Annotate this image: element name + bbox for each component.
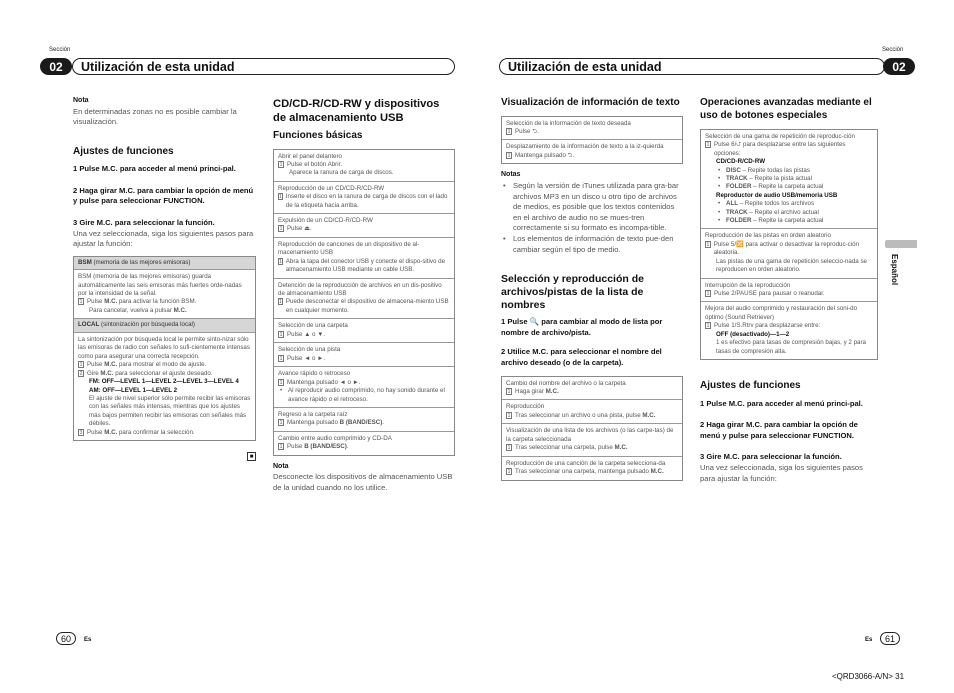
row-title: Avance rápido o retroceso [278,370,351,378]
opt-desc: – Repite el archivo actual [747,208,819,216]
sr-options: OFF (desactivado)—1—2 [716,330,790,338]
step-number-icon: 1 [507,412,511,419]
local-step1-end: para mostrar el modo de ajuste. [117,361,207,369]
notas-heading: Notas [501,171,521,179]
local-step2: Gire [87,369,101,377]
step-number-icon: 1 [279,331,283,338]
row-step: Pulse 2/PAUSE para pausar o reanudar. [714,290,825,298]
step-number-icon: 1 [706,323,710,330]
row-step-end: . [382,419,384,427]
note-media: • Los elementos de información de texto pue-den cambiar según el tipo de medio. [501,234,683,255]
page-number-right: 61 [880,632,900,645]
opt-desc: – Repite todos los archivos [738,200,815,208]
operaciones-heading: Operaciones avanzadas mediante el uso de botones especiales [700,97,872,121]
row-step: Pulse ◄ o ►. [287,354,326,362]
step-number-icon: 1 [279,444,283,451]
row-step: Haga girar [515,388,546,396]
local-step2-end: para seleccionar el ajuste deseado. [113,369,213,377]
mc-label: M.C. [104,361,118,369]
bsm-subtitle: (memoria de las mejores emisoras) [93,258,191,266]
opt-folder: FOLDER [726,183,752,191]
band-esc-label: B (BAND/ESC) [339,419,383,427]
opt-desc: – Repite todas las pistas [740,166,810,174]
row-title: Detención de la reproducción de archivos en un dis-positivo de almacenamiento USB [278,281,442,298]
step-number-icon: 1 [706,290,710,297]
list-step-1: 1 Pulse 🔍 para cambiar al modo de lista por nombre de archivo/pista. [501,317,663,337]
list-step-2: 2 Utilice M.C. para seleccionar el nombre del archivo deseado (o de la carpeta). [501,347,662,367]
step-number-icon: 1 [79,362,83,369]
row-usb-play [274,238,454,279]
fm-levels: FM: OFF—LEVEL 1—LEVEL 2—LEVEL 3—LEVEL 4 [89,378,239,386]
row-title: Reproducción de una canción de la carpeta selecciona-da [506,459,666,467]
opt-all: ALL [726,200,739,208]
step-number-icon: 1 [79,299,83,306]
text-info-table [501,116,683,165]
row-step: Mantenga pulsado ◄ o ►. [287,378,361,386]
step-number-icon: 2 [79,370,83,377]
row-title: Selección de una gama de repetición de reproduc-ción [705,133,855,140]
row-eject [274,214,454,238]
step-number-icon: 1 [279,161,283,168]
bsm-step-end: para activar la función BSM. [117,298,197,306]
funciones-basicas-heading: Funciones básicas [273,130,363,141]
section-label-left: Sección [49,47,71,53]
row-list-files [502,424,682,456]
step-number-icon: 1 [279,226,283,233]
local-step3: Pulse [87,428,105,436]
mc-label: M.C. [173,307,187,315]
row-pause [701,279,877,303]
step-3-b: 3 Gire M.C. para seleccionar la función. [700,452,842,462]
cd-label: CD/CD-R/CD-RW [716,158,766,166]
bsm-header [74,257,255,270]
column-3 [501,97,683,481]
list-table [501,376,683,481]
row-step: Tras seleccionar una carpeta, mantenga pulsado [515,468,651,476]
nota-heading: Nota [73,97,89,104]
row-scroll-info [502,140,682,163]
row-step-note: Las pistas de una gama de repetición seleccio-nada se reproducen en orden aleatorio. [716,257,868,274]
row-play [502,400,682,424]
step-number-icon: 3 [79,429,83,436]
opt-desc: – Repite la carpeta actual [751,183,824,191]
row-open-panel [274,150,454,182]
mc-label: M.C. [650,468,664,476]
row-title: Reproducción [506,403,545,411]
page-number-left: 60 [56,632,76,645]
mc-label: M.C. [100,369,114,377]
basic-functions-table [273,149,455,456]
row-random [701,229,877,278]
row-play-folder [502,457,682,480]
row-title: Selección de la información de texto deseada [506,119,631,127]
section-label-right: Sección [882,47,904,53]
row-play-cd [274,182,454,214]
end-mark-icon: ■ [247,452,256,461]
advanced-table [700,129,878,360]
mc-label: M.C. [642,412,656,420]
mc-label: M.C. [545,388,559,396]
row-select-info [502,117,682,141]
bsm-name: BSM [78,258,92,266]
bsm-description: BSM (memoria de las mejores emisoras) guarda automáticamente las seis emisoras más fuertes orde-nadas por la intensidad de la señal. [78,273,242,298]
step-number-icon: 1 [279,258,282,265]
step-number-icon: 1 [706,241,710,248]
language-tab-bar [885,240,917,248]
ajustes-heading-2: Ajustes de funciones [700,380,801,392]
column-2 [273,97,455,494]
row-step: Pulse [287,443,305,451]
row-title: Abrir el panel delantero [278,152,342,160]
sr-note: 1 es efectivo para tasas de compresión bajas, y 2 para tasas de compresión alta. [716,339,866,355]
local-step1: Pulse [87,361,105,369]
row-title: Reproducción de un CD/CD-R/CD-RW [278,184,385,192]
row-step: Puede desconectar el dispositivo de almacena-miento USB en cualquier momento. [285,298,449,314]
step-number-icon: 1 [507,152,511,159]
mc-label: M.C. [614,444,628,452]
local-level-note: El ajuste de nivel superior sólo permite recibir las emisoras con las señales más intensas, mientras que los ajustes más bajos permiten recibir las emisoras con señales más débiles. [89,394,251,428]
opt-track: TRACK [726,175,748,183]
row-step: Pulse ⏏. [287,225,312,233]
usb-label: Reproductor de audio USB/memoria USB [716,191,838,199]
row-step: Pulse 6/⮍ para desplazarse entre las siguientes opciones: [713,141,846,157]
row-title: Selección de una pista [278,346,341,354]
opt-desc: – Repite la carpeta actual [751,217,824,225]
local-name: LOCAL [78,321,100,329]
section-title-left: Utilización de esta unidad [72,58,455,75]
row-step: Inserte el disco en la ranura de carga de discos con el lado de la etiqueta hacia arriba. [285,193,448,209]
step-2: 2 Haga girar M.C. para cambiar la opción de menú y pulse para seleccionar FUNCTION. [73,185,254,206]
nota-text: En determinadas zonas no es posible cambiar la visualización. [73,106,237,127]
lang-right: Es [865,637,873,643]
section-title-right: Utilización de esta unidad [499,58,885,75]
local-header [74,319,255,332]
step-2-b: 2 Haga girar M.C. para cambiar la opción de menú y pulse para seleccionar FUNCTION. [700,420,858,440]
step-number-icon: 1 [507,128,511,135]
seleccion-heading: Selección y reproducción de archivos/pistas de la lista de nombres [501,273,644,312]
row-sound-retriever [701,302,877,359]
row-root [274,408,454,432]
row-step: Tras seleccionar una carpeta, pulse [515,444,615,452]
row-title: Mejora del audio comprimido y restauración del soni-do óptimo (Sound Retriever) [705,305,858,321]
step-3: 3 Gire M.C. para seleccionar la función. [73,218,215,228]
step-number-icon: 1 [507,469,511,476]
row-step: Pulse 5/🔀 para activar o desactivar la reproduc-ción aleatoria. [713,240,859,257]
row-title: Interrupción de la reproducción [705,281,791,289]
am-levels: AM: OFF—LEVEL 1—LEVEL 2 [89,386,178,394]
column-1 [73,96,256,463]
row-usb-stop [274,279,454,320]
bsm-cell [74,270,255,319]
step-number-icon: 1 [279,299,282,306]
step-number-icon: 1 [507,388,511,395]
row-title: Regreso a la carpeta raíz [278,410,348,418]
step-number-icon: 1 [279,355,283,362]
mc-label: M.C. [104,428,118,436]
step-number-icon: 1 [279,379,283,386]
row-track [274,343,454,367]
row-step-end: . [346,443,349,451]
document-code: <QRD3066-A/N> 31 [832,672,905,681]
nota-text-2: Desconecte los dispositivos de almacenamiento USB de la unidad cuando no los utilice. [273,472,453,493]
row-step: Pulse el botón Abrir. [287,161,343,169]
step-number-icon: 1 [507,445,511,452]
row-step-note: Aparece la ranura de carga de discos. [289,169,394,177]
ajustes-heading: Ajustes de funciones [73,145,174,157]
section-number-left: 02 [40,58,72,75]
language-tab [889,254,901,294]
language-label: Español [890,254,899,286]
row-step: Abra la tapa del conector USB y conecte el dispo-sitivo de almacenamiento USB mediante un cable USB. [285,257,446,274]
row-step: Mantenga pulsado [287,419,340,427]
opt-track: TRACK [726,208,748,216]
opt-desc: – Repite la pista actual [747,175,812,183]
row-title: Reproducción de las pistas en orden aleatorio [705,232,831,240]
row-change-name [502,377,682,401]
step-number-icon: 1 [706,142,710,149]
nota-heading-2: Nota [273,462,289,470]
row-title: Visualización de una lista de los archivos (o las carpe-tas) de la carpeta seleccionada [506,427,674,443]
row-step: Pulse ▲ o ▼. [287,330,326,338]
row-ffwd [274,367,454,408]
row-step: Pulse 1/S.Rtrv para desplazarse entre: [714,322,821,330]
local-subtitle: (sintonización por búsqueda local) [101,321,195,329]
row-switch [274,432,454,455]
row-step: Pulse ⮌. [515,128,539,136]
section-number-right: 02 [883,58,915,75]
local-step3-end: para confirmar la selección. [117,428,195,436]
step-number-icon: 1 [279,420,283,427]
local-description: La sintonización por búsqueda local le permite sinto-nizar sólo las emisoras de radio con señales lo sufi-cientemente intensas como para asegurar una correcta recepción. [78,335,250,360]
bsm-step: Pulse [87,298,105,306]
cd-usb-heading: CD/CD-R/CD-RW y dispositivos de almacenamiento USB [273,98,440,124]
local-cell [74,333,255,440]
step-number-icon: 1 [279,194,282,201]
row-title: Expulsión de un CD/CD-R/CD-RW [278,217,373,225]
row-title: Cambio entre audio comprimido y CD-DA [278,434,392,442]
step-1-b: 1 Pulse M.C. para acceder al menú princi-pal. [700,398,863,408]
opt-disc: DISC [726,166,741,174]
band-esc-label: B (BAND/ESC) [304,443,347,451]
step-3-text: Una vez seleccionada, siga los siguientes pasos para ajustar la función: [73,228,254,249]
lang-left: Es [84,637,92,643]
step-1: 1 Pulse M.C. para acceder al menú princi-pal. [73,164,236,174]
row-folder [274,319,454,343]
note-itunes: • Según la versión de iTunes utilizada para gra-bar archivos MP3 en un disco u otro tipo de archivos de medios, es posible que los textos contenidos en el archivo de audio no se mues-tren correctamente si su formato es incompa-tible. [501,181,683,234]
row-repeat [701,130,877,229]
row-step: Tras seleccionar un archivo o una pista, pulse [515,412,643,420]
row-title: Desplazamiento de la información de texto a la iz-quierda [506,143,664,151]
row-step: Mantenga pulsado ⮌. [515,152,575,159]
row-step-note: • Al reproducir audio comprimido, no hay sonido durante el avance rápido o el retroceso. [278,387,450,404]
visualizacion-heading: Visualización de información de texto [501,97,680,108]
row-title: Selección de una carpeta [278,322,348,330]
settings-table [73,256,256,441]
row-title: Cambio del nombre del archivo o la carpeta [506,379,626,387]
step-3-text-b: Una vez seleccionada, siga los siguientes pasos para ajustar la función: [700,462,863,483]
mc-label: M.C. [104,298,118,306]
opt-folder: FOLDER [726,217,752,225]
column-4 [700,97,878,484]
bsm-cancel: Para cancelar, vuelva a pulsar [89,307,174,315]
row-title: Reproducción de canciones de un dispositivo de al-macenamiento USB [278,241,420,257]
